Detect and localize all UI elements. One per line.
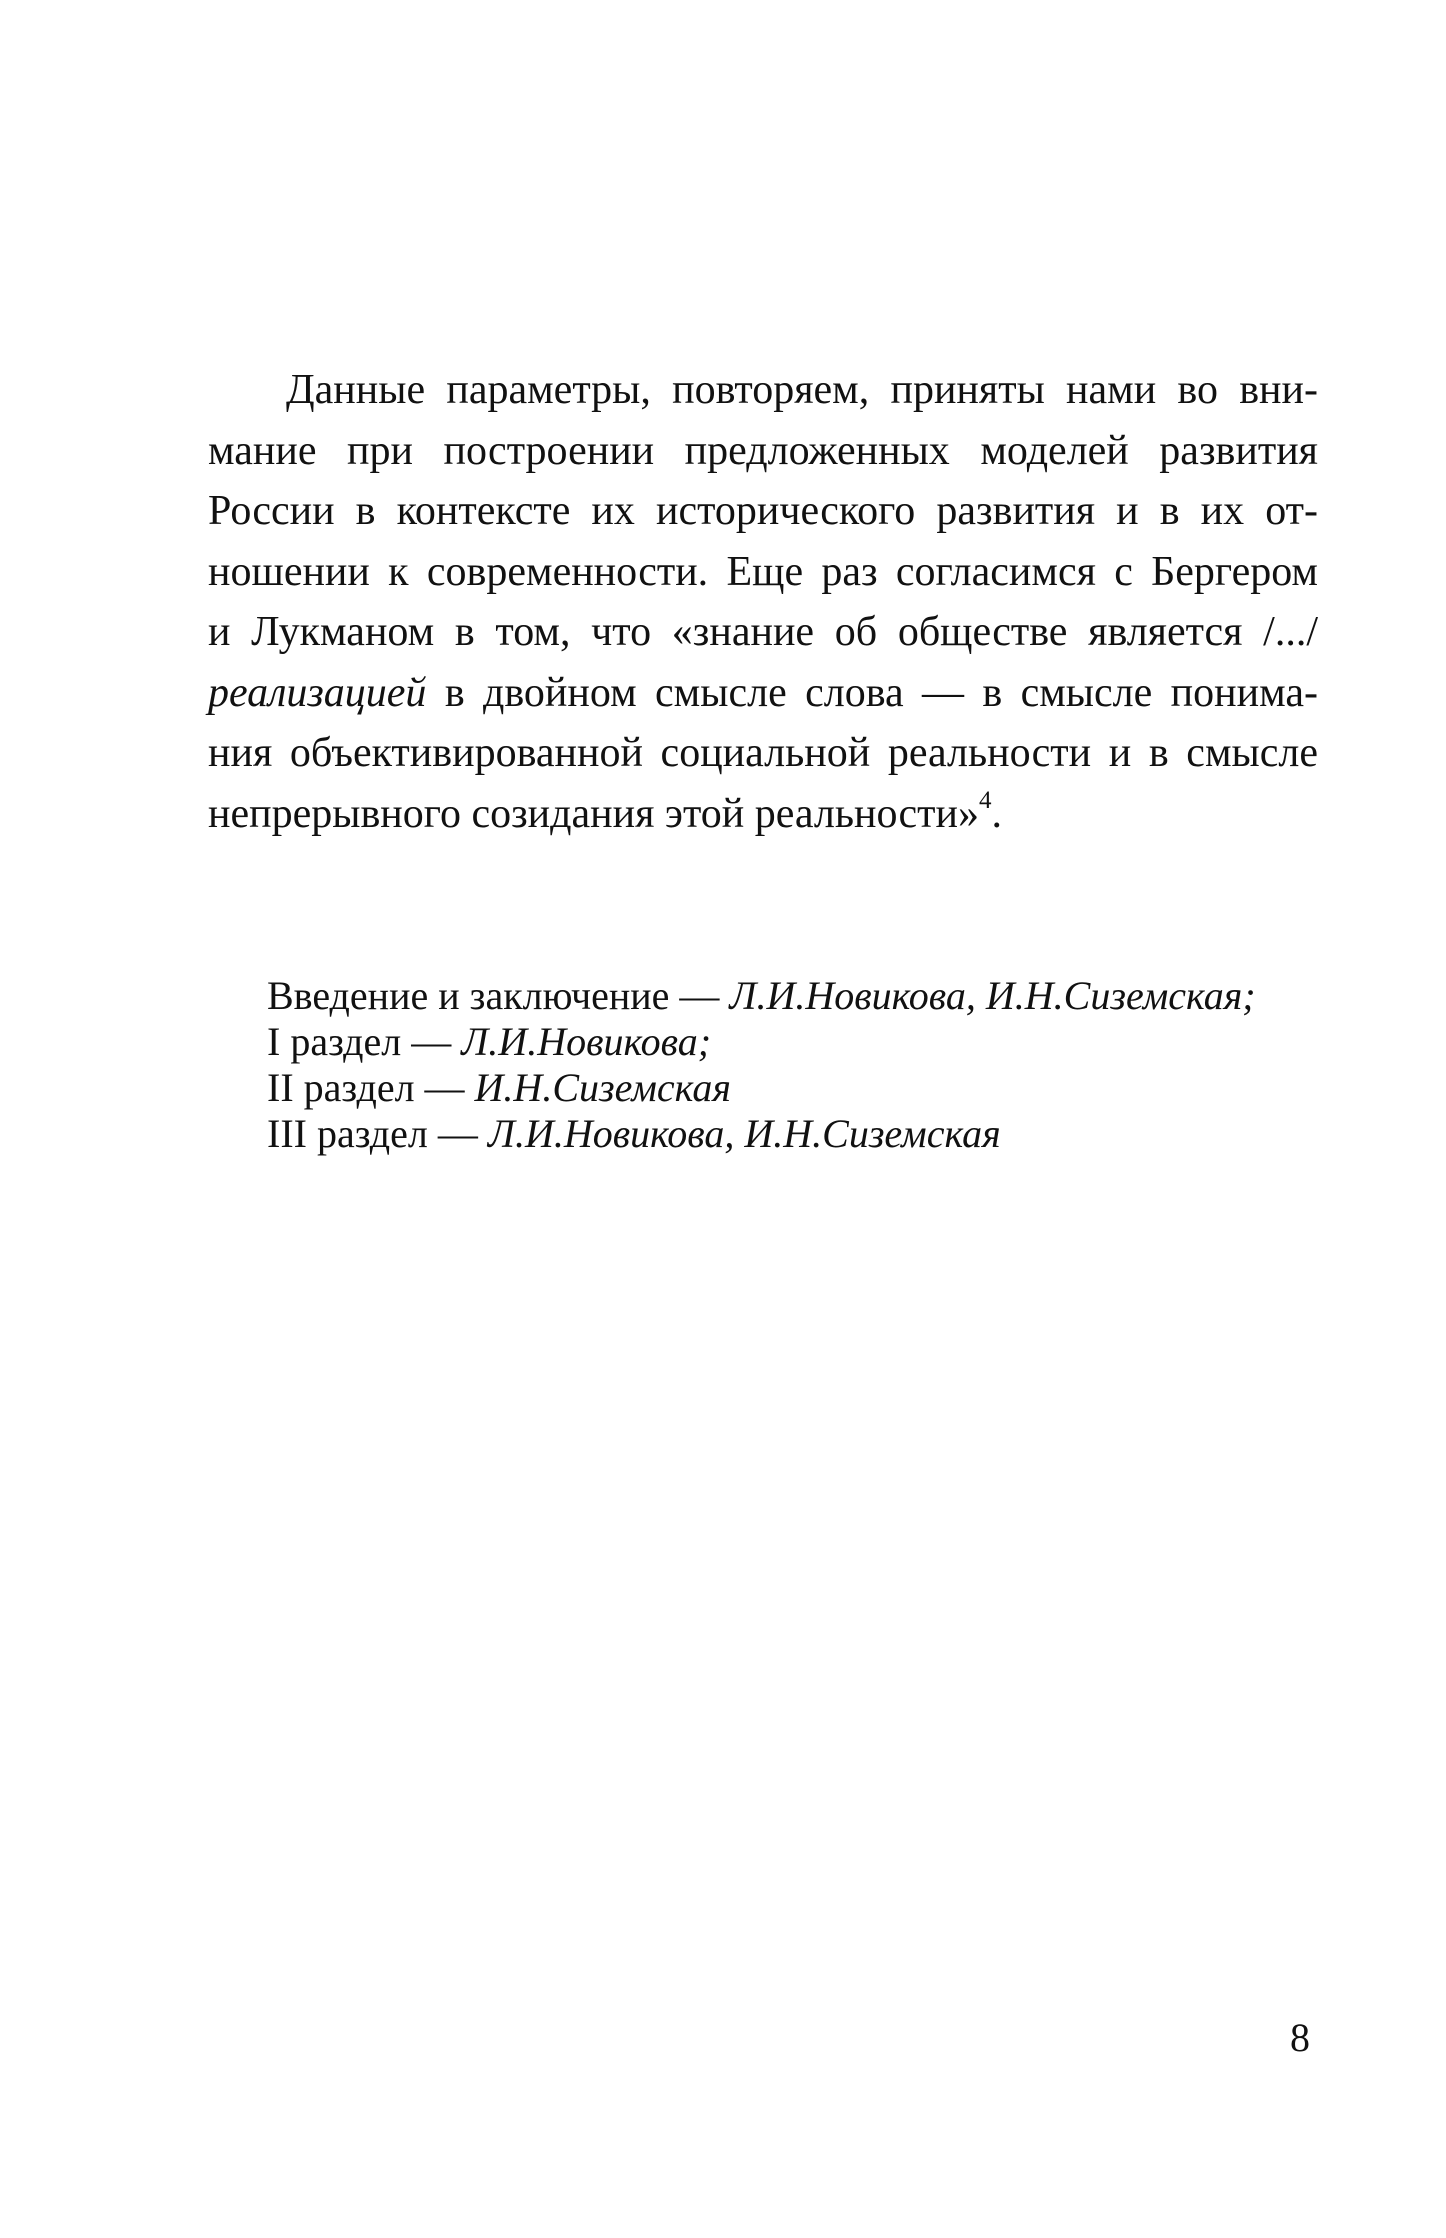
credit-row [267,1019,1256,1065]
paragraph-line [208,663,1318,724]
paragraph-line-text: . [991,790,1003,837]
paragraph-line: ния объективированной социальной реальности и в смысле [208,730,1318,776]
footnote-reference: 4 [979,786,992,814]
credit-authors: Л.И.Новикова, И.Н.Сиземская [487,1111,1001,1156]
credit-row [267,1065,1256,1111]
page-number: 8 [1290,2015,1310,2060]
credit-section-label: III раздел — [267,1111,488,1156]
credit-row [267,1111,1256,1157]
credit-section-label: II раздел — [267,1065,475,1110]
paragraph-line: Данные параметры, повторяем, приняты нами во вни- [286,367,1318,413]
paragraph-line [208,784,1318,845]
paragraph-line: и Лукманом в том, что «знание об обществе является /.../ [208,609,1318,655]
credit-authors: Л.И.Новикова; [461,1019,712,1064]
authorship-credits [267,973,1256,1157]
credit-authors: Л.И.Новикова, И.Н.Сиземская; [729,973,1256,1018]
paragraph-line-text: в двойном смысле слова — в смысле понима- [426,669,1318,716]
credit-authors: И.Н.Сиземская [474,1065,731,1110]
italic-term: реализацией [208,669,427,716]
credit-section-label: I раздел — [267,1019,462,1064]
credit-row [267,973,1256,1019]
main-paragraph [208,360,1318,844]
paragraph-line-text: непрерывного созидания этой реальности» [208,790,980,837]
credit-section-label: Введение и заключение — [267,973,730,1018]
paragraph-line: мание при построении предложенных моделей развития [208,427,1318,474]
paragraph-line: ношении к современности. Еще раз согласимся с Бергером [208,548,1318,595]
paragraph-line: России в контексте их исторического развития и в их от- [208,488,1318,534]
